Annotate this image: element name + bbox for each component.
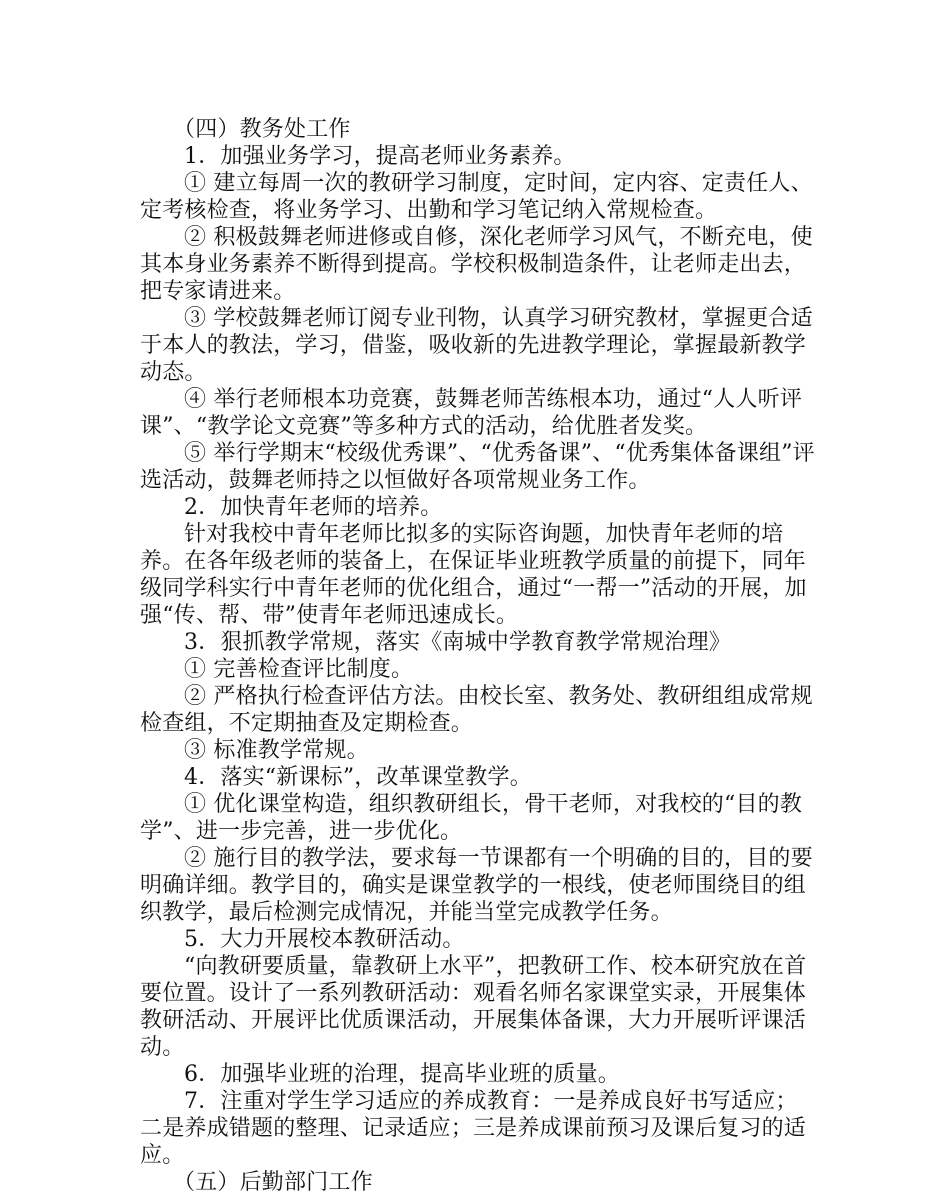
item-1-subpoint-4: ④ 举行老师根本功竞赛，鼓舞老师苦练根本功，通过“人人听评课”、“教学论文竞赛”等多种方式的活动，给优胜者发奖。 — [140, 387, 803, 439]
item-3-subpoint-3: ③ 标准教学常规。 — [184, 738, 369, 763]
item-3-subpoint-2: ② 严格执行检查评估方法。由校长室、教务处、教研组组成常规检查组，不定期抽查及定期检查。 — [140, 684, 813, 736]
item-4-heading: 4．落实“新课标”，改革课堂教学。 — [184, 765, 532, 790]
item-2-heading: 2．加快青年老师的培养。 — [184, 495, 443, 520]
item-1-subpoint-1: ① 建立每周一次的教研学习制度，定时间，定内容、定责任人、定考核检查，将业务学习、出勤和学习笔记纳入常规检查。 — [140, 171, 813, 223]
item-4-subpoint-2: ② 施行目的教学法，要求每一节课都有一个明确的目的，目的要明确详细。教学目的，确实是课堂教学的一根线，使老师围绕目的组织教学，最后检测完成情况，并能当堂完成教学任务。 — [140, 846, 813, 925]
item-3-subpoint-1: ① 完善检查评比制度。 — [184, 657, 414, 682]
item-2-paragraph: 针对我校中青年老师比拟多的实际咨询题，加快青年老师的培养。在各年级老师的装备上，在保证毕业班教学质量的前提下，同年级同学科实行中青年老师的优化组合，通过“一帮一”活动的开展，加强“传、帮、带”使青年老师迅速成长。 — [140, 522, 807, 628]
section-4-heading: （四）教务处工作 — [173, 117, 351, 142]
document-body — [140, 116, 815, 1196]
item-4-subpoint-1: ① 优化课堂构造，组织教研组长，骨干老师，对我校的“目的教学”、进一步完善，进一步优化。 — [140, 792, 803, 844]
item-1-subpoint-2: ② 积极鼓舞老师进修或自修，深化老师学习风气，不断充电，使其本身业务素养不断得到提高。学校积极制造条件，让老师走出去，把专家请进来。 — [140, 225, 813, 304]
item-7-paragraph: 7．注重对学生学习适应的养成教育：一是养成良好书写适应；二是养成错题的整理、记录适应；三是养成课前预习及课后复习的适应。 — [140, 1089, 807, 1168]
item-5-paragraph: “向教研要质量，靠教研上水平”，把教研工作、校本研究放在首要位置。设计了一系列教研活动：观看名师名家课堂实录，开展集体教研活动、开展评比优质课活动，开展集体备课，大力开展听评课活动。 — [140, 954, 807, 1060]
section-5-heading: （五）后勤部门工作 — [173, 1170, 373, 1195]
item-1-subpoint-5: ⑤ 举行学期末“校级优秀课”、“优秀备课”、“优秀集体备课组”评选活动，鼓舞老师持之以恒做好各项常规业务工作。 — [140, 441, 815, 493]
item-1-heading: 1．加强业务学习，提高老师业务素养。 — [184, 144, 576, 169]
item-6-heading: 6．加强毕业班的治理，提高毕业班的质量。 — [184, 1062, 620, 1087]
item-1-subpoint-3: ③ 学校鼓舞老师订阅专业刊物，认真学习研究教材，掌握更合适于本人的教法，学习，借鉴，吸收新的先进教学理论，掌握最新教学动态。 — [140, 306, 813, 385]
item-3-heading: 3．狠抓教学常规，落实《南城中学教育教学常规治理》 — [184, 630, 731, 655]
item-5-heading: 5．大力开展校本教研活动。 — [184, 927, 465, 952]
